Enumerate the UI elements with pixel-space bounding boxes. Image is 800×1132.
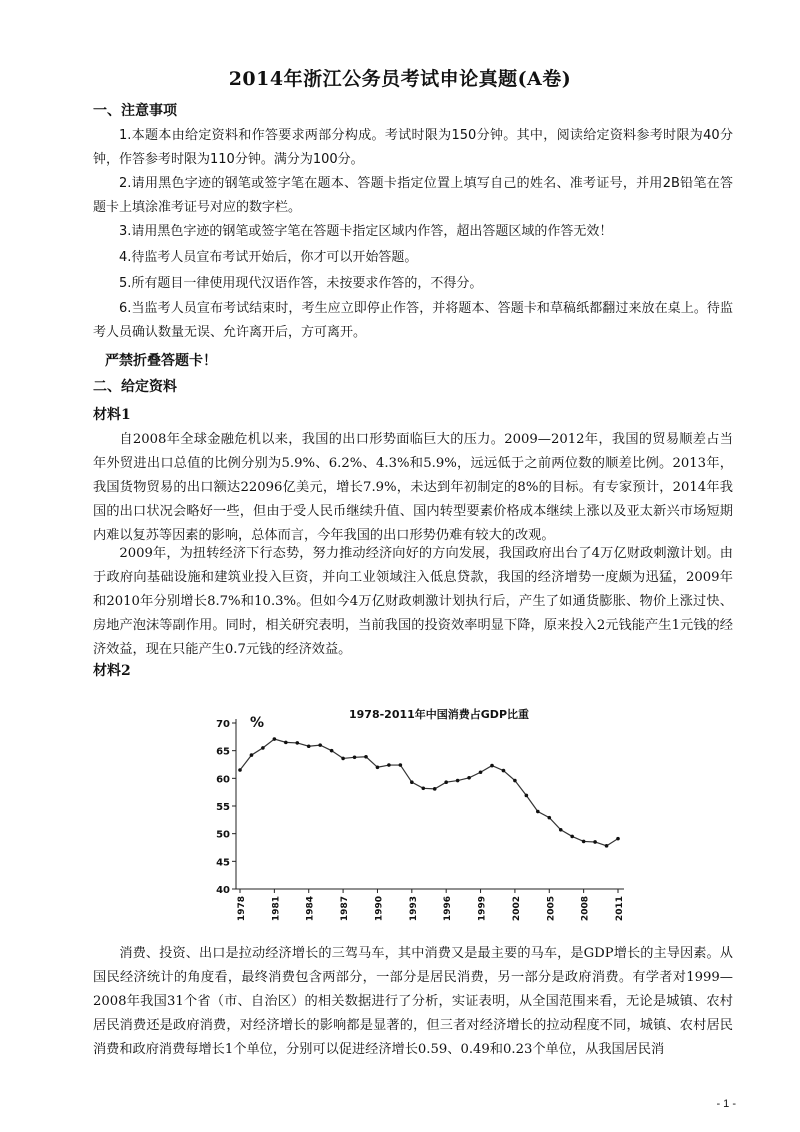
note-item-2: 2.请用黑色字迹的钢笔或签字笔在题本、答题卡指定位置上填写自己的姓名、准考证号，并用2B铅笔在答题卡上填涂准考证号对应的数字栏。 — [93, 176, 733, 215]
data-point — [479, 770, 483, 774]
data-point — [444, 780, 448, 784]
data-point — [353, 756, 357, 760]
x-tick-label: 1993 — [408, 896, 419, 922]
data-point — [376, 765, 380, 769]
x-tick-label: 1981 — [271, 896, 282, 922]
data-point — [273, 737, 277, 741]
note-item-1: 1.本题本由给定资料和作答要求两部分构成。考试时限为150分钟。其中，阅读给定资料参考时限为40分钟，作答参考时限为110分钟。满分为100分。 — [93, 128, 733, 167]
data-point — [513, 779, 517, 783]
note-item-4: 4.待监考人员宣布考试开始后，你才可以开始答题。 — [119, 250, 418, 265]
data-point — [559, 828, 563, 832]
data-point — [467, 776, 471, 780]
material-1-label: 材料1 — [93, 407, 131, 423]
section-heading-materials: 二、给定资料 — [93, 379, 177, 395]
data-point — [295, 741, 299, 745]
chart-title: 1978-2011年中国消费占GDP比重 — [348, 708, 530, 721]
data-point — [536, 810, 540, 814]
y-tick-label: 50 — [216, 829, 230, 841]
data-point — [364, 755, 368, 759]
y-tick-label: 45 — [216, 857, 230, 869]
material-2-paragraph-1: 消费、投资、出口是拉动经济增长的三驾马车，其中消费又是最主要的马车，是GDP增长的主导因素。从国民经济统计的角度看，最终消费包含两部分，一部分是居民消费，另一部分是政府消费。有学者对1999—2008年我国31个省（市、自治区）的相关数据进行了分析，实证表明，从全国范围来看，无论是城镇、农村居民消费还是政府消费，对经济增长的影响都是显著的，但三者对经济增长的拉动程度不同，城镇、农村居民消费和政府消费每增长1个单位，分别可以促进经济增长0.59、0.49和0.23个单位，从我国居民消 — [93, 946, 733, 1057]
data-point — [250, 753, 254, 757]
data-point — [410, 780, 414, 784]
y-tick-label: 40 — [216, 885, 230, 896]
data-point — [433, 787, 437, 791]
data-point — [399, 763, 403, 767]
page-number: - 1 - — [716, 1098, 736, 1110]
data-point — [238, 768, 242, 772]
note-item-5: 5.所有题目一律使用现代汉语作答，未按要求作答的，不得分。 — [119, 276, 483, 291]
data-point — [525, 794, 529, 798]
x-tick-label: 2005 — [546, 896, 557, 922]
note-item-6: 6.当监考人员宣布考试结束时，考生应立即停止作答，并将题本、答题卡和草稿纸都翻过来放在桌上。待监考人员确认数量无误、允许离开后，方可离开。 — [93, 301, 733, 340]
x-tick-label: 1999 — [477, 896, 488, 922]
data-point — [547, 816, 551, 820]
data-point — [387, 763, 391, 767]
data-point — [261, 746, 265, 750]
x-tick-label: 1996 — [443, 896, 454, 922]
data-point — [582, 840, 586, 844]
data-point — [318, 743, 322, 747]
y-tick-label: 70 — [216, 719, 230, 730]
data-point — [490, 764, 494, 768]
x-tick-label: 1984 — [305, 896, 316, 922]
data-point — [593, 840, 597, 844]
data-point — [330, 749, 334, 753]
material-1-paragraph-1: 自2008年全球金融危机以来，我国的出口形势面临巨大的压力。2009—2012年，我国的贸易顺差占当年外贸进出口总值的比例分别为5.9%、6.2%、4.3%和5.9%，远远低于之前两位数的顺差比例。2013年，我国货物贸易的出口额达22096亿美元，增长7.9%，未达到年初制定的8%的目标。有专家预计，2014年我国的出口状况会略好一些，但由于受人民币继续升值、国内转型要素价格成本继续上涨以及亚太新兴市场短期内难以复苏等因素的影响，总体而言，今年我国的出口形势仍难有较大的改观。 — [93, 432, 733, 543]
y-tick-label: 65 — [216, 746, 230, 758]
material-2-label: 材料2 — [93, 663, 131, 679]
x-tick-label: 2011 — [615, 896, 625, 922]
data-point — [284, 741, 288, 745]
material-1-paragraph-2: 2009年，为扭转经济下行态势，努力推动经济向好的方向发展，我国政府出台了4万亿财政刺激计划。由于政府向基础设施和建筑业投入巨资，并向工业领域注入低息贷款，我国的经济增势一度颇为迅猛，2009年和2010年分别增长8.7%和10.3%。但如今4万亿财政刺激计划执行后，产生了如通货膨胀、物价上涨过快、房地产泡沫等副作用。同时，相关研究表明，当前我国的投资效率明显下降，原来投入2元钱能产生1元钱的经济效益，现在只能产生0.7元钱的经济效益。 — [93, 546, 733, 657]
data-point — [341, 757, 345, 761]
warning-note: 严禁折叠答题卡！ — [105, 353, 217, 369]
data-point — [456, 779, 460, 783]
consumption-gdp-chart — [212, 703, 632, 925]
data-point — [421, 786, 425, 790]
data-point — [307, 744, 311, 748]
x-tick-label: 2008 — [580, 896, 591, 922]
y-axis-label: % — [250, 715, 265, 731]
data-point — [616, 837, 620, 841]
section-heading-notes: 一、注意事项 — [93, 103, 177, 119]
data-point — [570, 835, 574, 839]
x-tick-label: 1987 — [340, 896, 351, 922]
x-tick-label: 1990 — [374, 896, 385, 922]
note-item-3: 3.请用黑色字迹的钢笔或签字笔在答题卡指定区域内作答，超出答题区域的作答无效！ — [119, 224, 613, 239]
y-tick-label: 55 — [216, 802, 230, 813]
page-title: 2014年浙江公务员考试申论真题(A卷) — [228, 68, 572, 90]
y-tick-label: 60 — [216, 774, 230, 786]
x-tick-label: 2002 — [511, 896, 522, 922]
data-point — [502, 769, 506, 773]
data-point — [605, 844, 609, 848]
x-tick-label: 1978 — [237, 896, 247, 922]
